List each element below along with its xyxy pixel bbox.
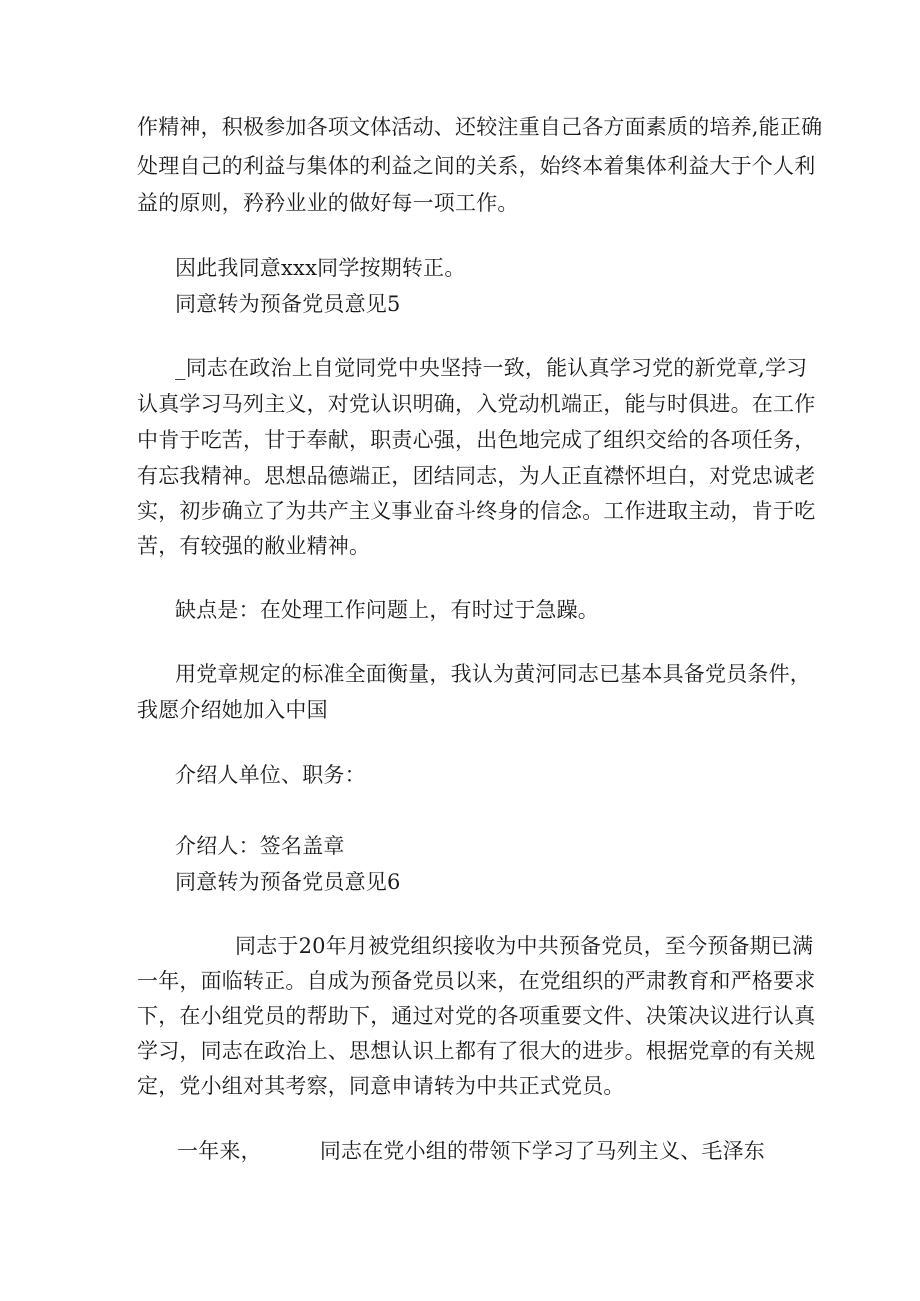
paragraph-line: 苦，有较强的敝业精神。 xyxy=(137,534,371,558)
paragraph-conclusion: 因此我同意xxx同学按期转正。 xyxy=(175,256,466,280)
paragraph-line: 有忘我精神。思想品德端正，团结同志，为人正直襟怀坦白，对党忠诚老 xyxy=(137,464,816,488)
paragraph-line: 处理自己的利益与集体的利益之间的关系，始终本着集体利益大于个人利 xyxy=(137,154,816,178)
section-heading-6: 同意转为预备党员意见6 xyxy=(175,870,401,894)
paragraph-rest: 同志在党小组的带领下学习了马列主义、毛泽东 xyxy=(319,1139,766,1163)
paragraph-shortcomings: 缺点是：在处理工作问题上，有时过于急躁。 xyxy=(175,598,599,622)
paragraph-line: 下，在小组党员的帮助下，通过对党的各项重要文件、决策决议进行认真 xyxy=(137,1004,816,1028)
section-heading-5: 同意转为预备党员意见5 xyxy=(175,292,401,316)
paragraph-line: 定，党小组对其考察，同意申请转为中共正式党员。 xyxy=(137,1074,625,1098)
paragraph-line xyxy=(177,1137,765,1165)
paragraph-line: 一年，面临转正。自成为预备党员以来，在党组织的严肃教育和严格要求 xyxy=(137,969,816,993)
paragraph-line: 学习，同志在政治上、思想认识上都有了很大的进步。根据党章的有关规 xyxy=(137,1039,816,1063)
paragraph-line: 我愿介绍她加入中国 xyxy=(137,698,328,722)
introducer-unit-line: 介绍人单位、职务： xyxy=(175,763,366,787)
paragraph-start: 一年来， xyxy=(177,1139,262,1163)
introducer-signature-line: 介绍人：签名盖章 xyxy=(175,834,345,858)
paragraph-line: 实，初步确立了为共产主义事业奋斗终身的信念。工作进取主动，肯于吃 xyxy=(137,499,816,523)
paragraph-line: 作精神，积极参加各项文体活动、还较注重自己各方面素质的培养,能正确 xyxy=(137,115,823,139)
paragraph-line: 认真学习马列主义，对党认识明确，入党动机端正，能与时俱进。在工作 xyxy=(137,392,816,416)
paragraph-line: 用党章规定的标准全面衡量，我认为黄河同志已基本具备党员条件， xyxy=(175,662,811,686)
paragraph-line: 益的原则，矜矜业业的做好每一项工作。 xyxy=(137,191,519,215)
paragraph-line: 中肯于吃苦，甘于奉献，职责心强，出色地完成了组织交给的各项任务， xyxy=(137,428,816,452)
paragraph-line: 同志于20年月被党组织接收为中共预备党员，至今预备期已满 xyxy=(235,934,814,958)
paragraph-line: _同志在政治上自觉同党中央坚持一致，能认真学习党的新党章,学习 xyxy=(175,356,808,380)
